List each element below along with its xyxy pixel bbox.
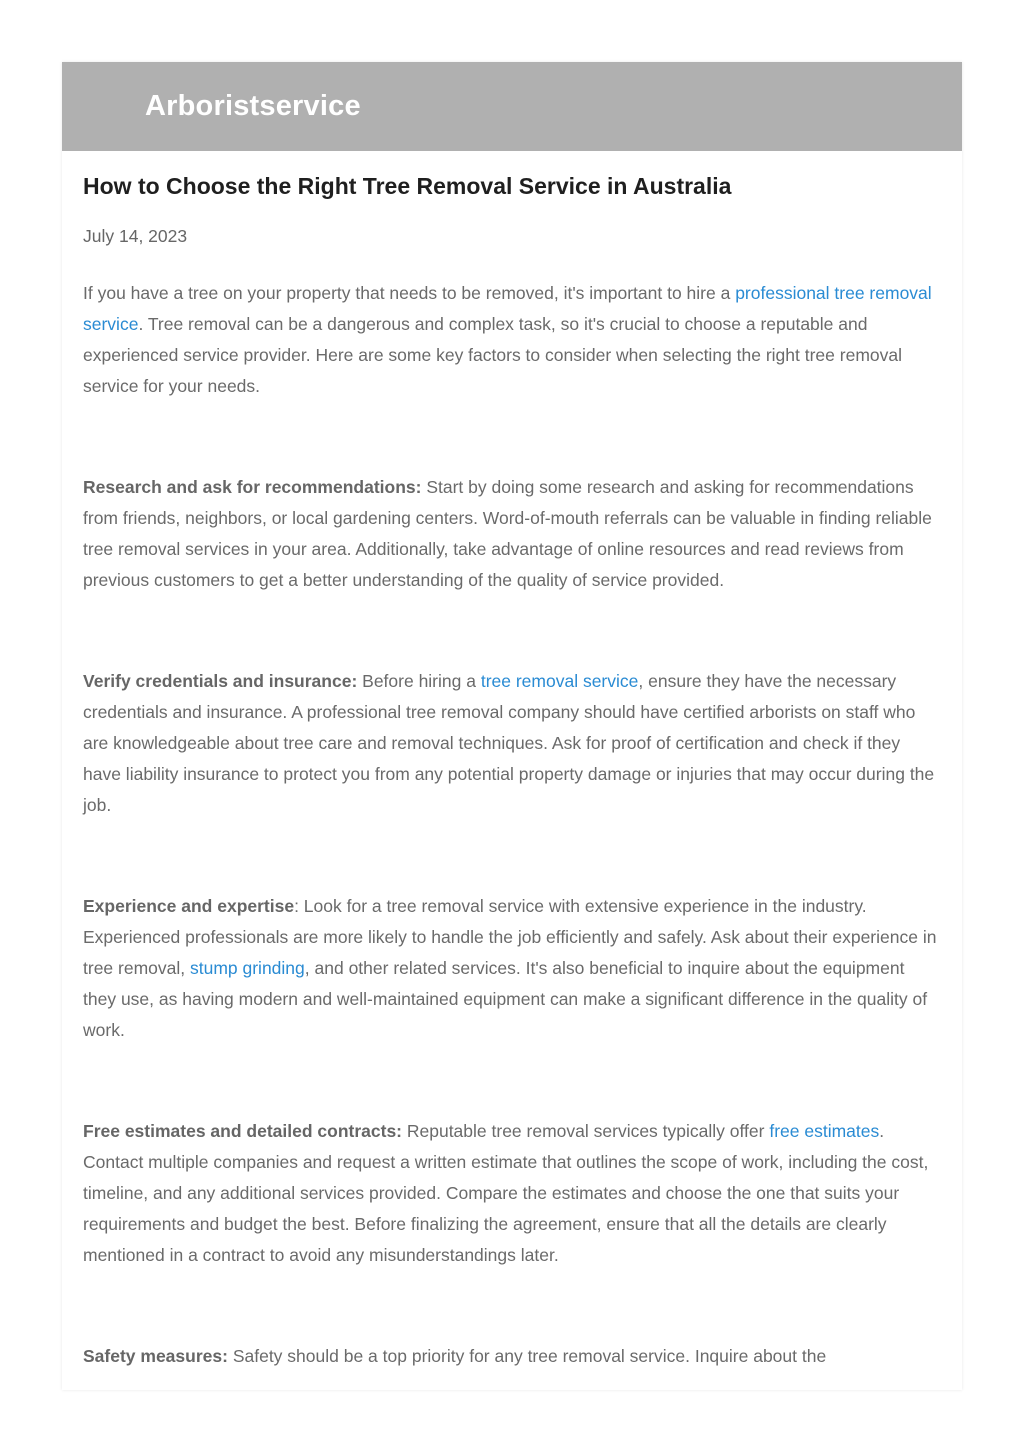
section-text-after: . Contact multiple companies and request a written estimate that outlines the scope of work, including the cost, timeline, and any additional services provided. Compare the estimates and choose the one that suits your requirements and budget the best. Before finalizing the agreement, ensure that all the details are clearly mentioned in a contract to avoid any misunderstandings later. — [83, 1121, 929, 1265]
section-text-before: Reputable tree removal services typically offer — [402, 1121, 770, 1141]
stump-grinding-link[interactable]: stump grinding — [189, 958, 305, 978]
intro-text-before: If you have a tree on your property that needs to be removed, it's important to hire a — [83, 283, 736, 303]
section-text: Start by doing some research and asking for recommendations from friends, neighbors, or local gardening centers. Word-of-mouth referrals can be valuable in finding reliable tree removal services in your area. Additionally, take advantage of online resources and read reviews from previous customers to get a better understanding of the quality of service provided. — [83, 477, 932, 590]
section-estimates — [83, 1116, 941, 1271]
tree-removal-service-link[interactable]: tree removal service — [480, 671, 639, 691]
section-lead: Research and ask for recommendations: — [83, 477, 422, 497]
section-text-after: , ensure they have the necessary credentials and insurance. A professional tree removal company should have certified arborists on staff who are knowledgeable about tree care and removal techniques. Ask for proof of certification and check if they have liability insurance to protect you from any potential property damage or injuries that may occur during the job. — [83, 671, 935, 815]
section-safety — [83, 1341, 941, 1372]
site-header — [62, 62, 962, 151]
post-date: July 14, 2023 — [83, 226, 188, 246]
section-lead: Free estimates and detailed contracts: — [83, 1121, 402, 1141]
article-content — [62, 171, 962, 1372]
free-estimates-link[interactable]: free estimates — [769, 1121, 880, 1141]
site-name[interactable]: Arboristservice — [145, 90, 361, 122]
section-experience — [83, 891, 941, 1046]
professional-tree-removal-link[interactable]: professional tree removal service — [83, 283, 932, 334]
section-lead: Experience and expertise — [83, 896, 295, 916]
section-lead: Verify credentials and insurance: — [83, 671, 358, 691]
section-text-after: , and other related services. It's also beneficial to inquire about the equipment they use, as having modern and well-maintained equipment can make a significant difference in the quality of work. — [83, 958, 928, 1040]
section-text-before: : Look for a tree removal service with extensive experience in the industry. Experienced professionals are more likely to handle the job efficiently and safely. Ask about their experience in tree removal, — [83, 896, 937, 978]
section-lead: Safety measures: — [83, 1346, 228, 1366]
section-research — [83, 472, 941, 596]
intro-text-after: . Tree removal can be a dangerous and complex task, so it's crucial to choose a reputable and experienced service provider. Here are some key factors to consider when selecting the right tree removal service for your needs. — [83, 314, 903, 396]
article-card — [62, 62, 962, 1390]
section-text: Safety should be a top priority for any tree removal service. Inquire about the — [227, 1346, 827, 1366]
intro-paragraph — [83, 278, 941, 402]
post-title: How to Choose the Right Tree Removal Service in Australia — [83, 173, 732, 199]
section-credentials — [83, 666, 941, 821]
section-text-before: Before hiring a — [357, 671, 481, 691]
